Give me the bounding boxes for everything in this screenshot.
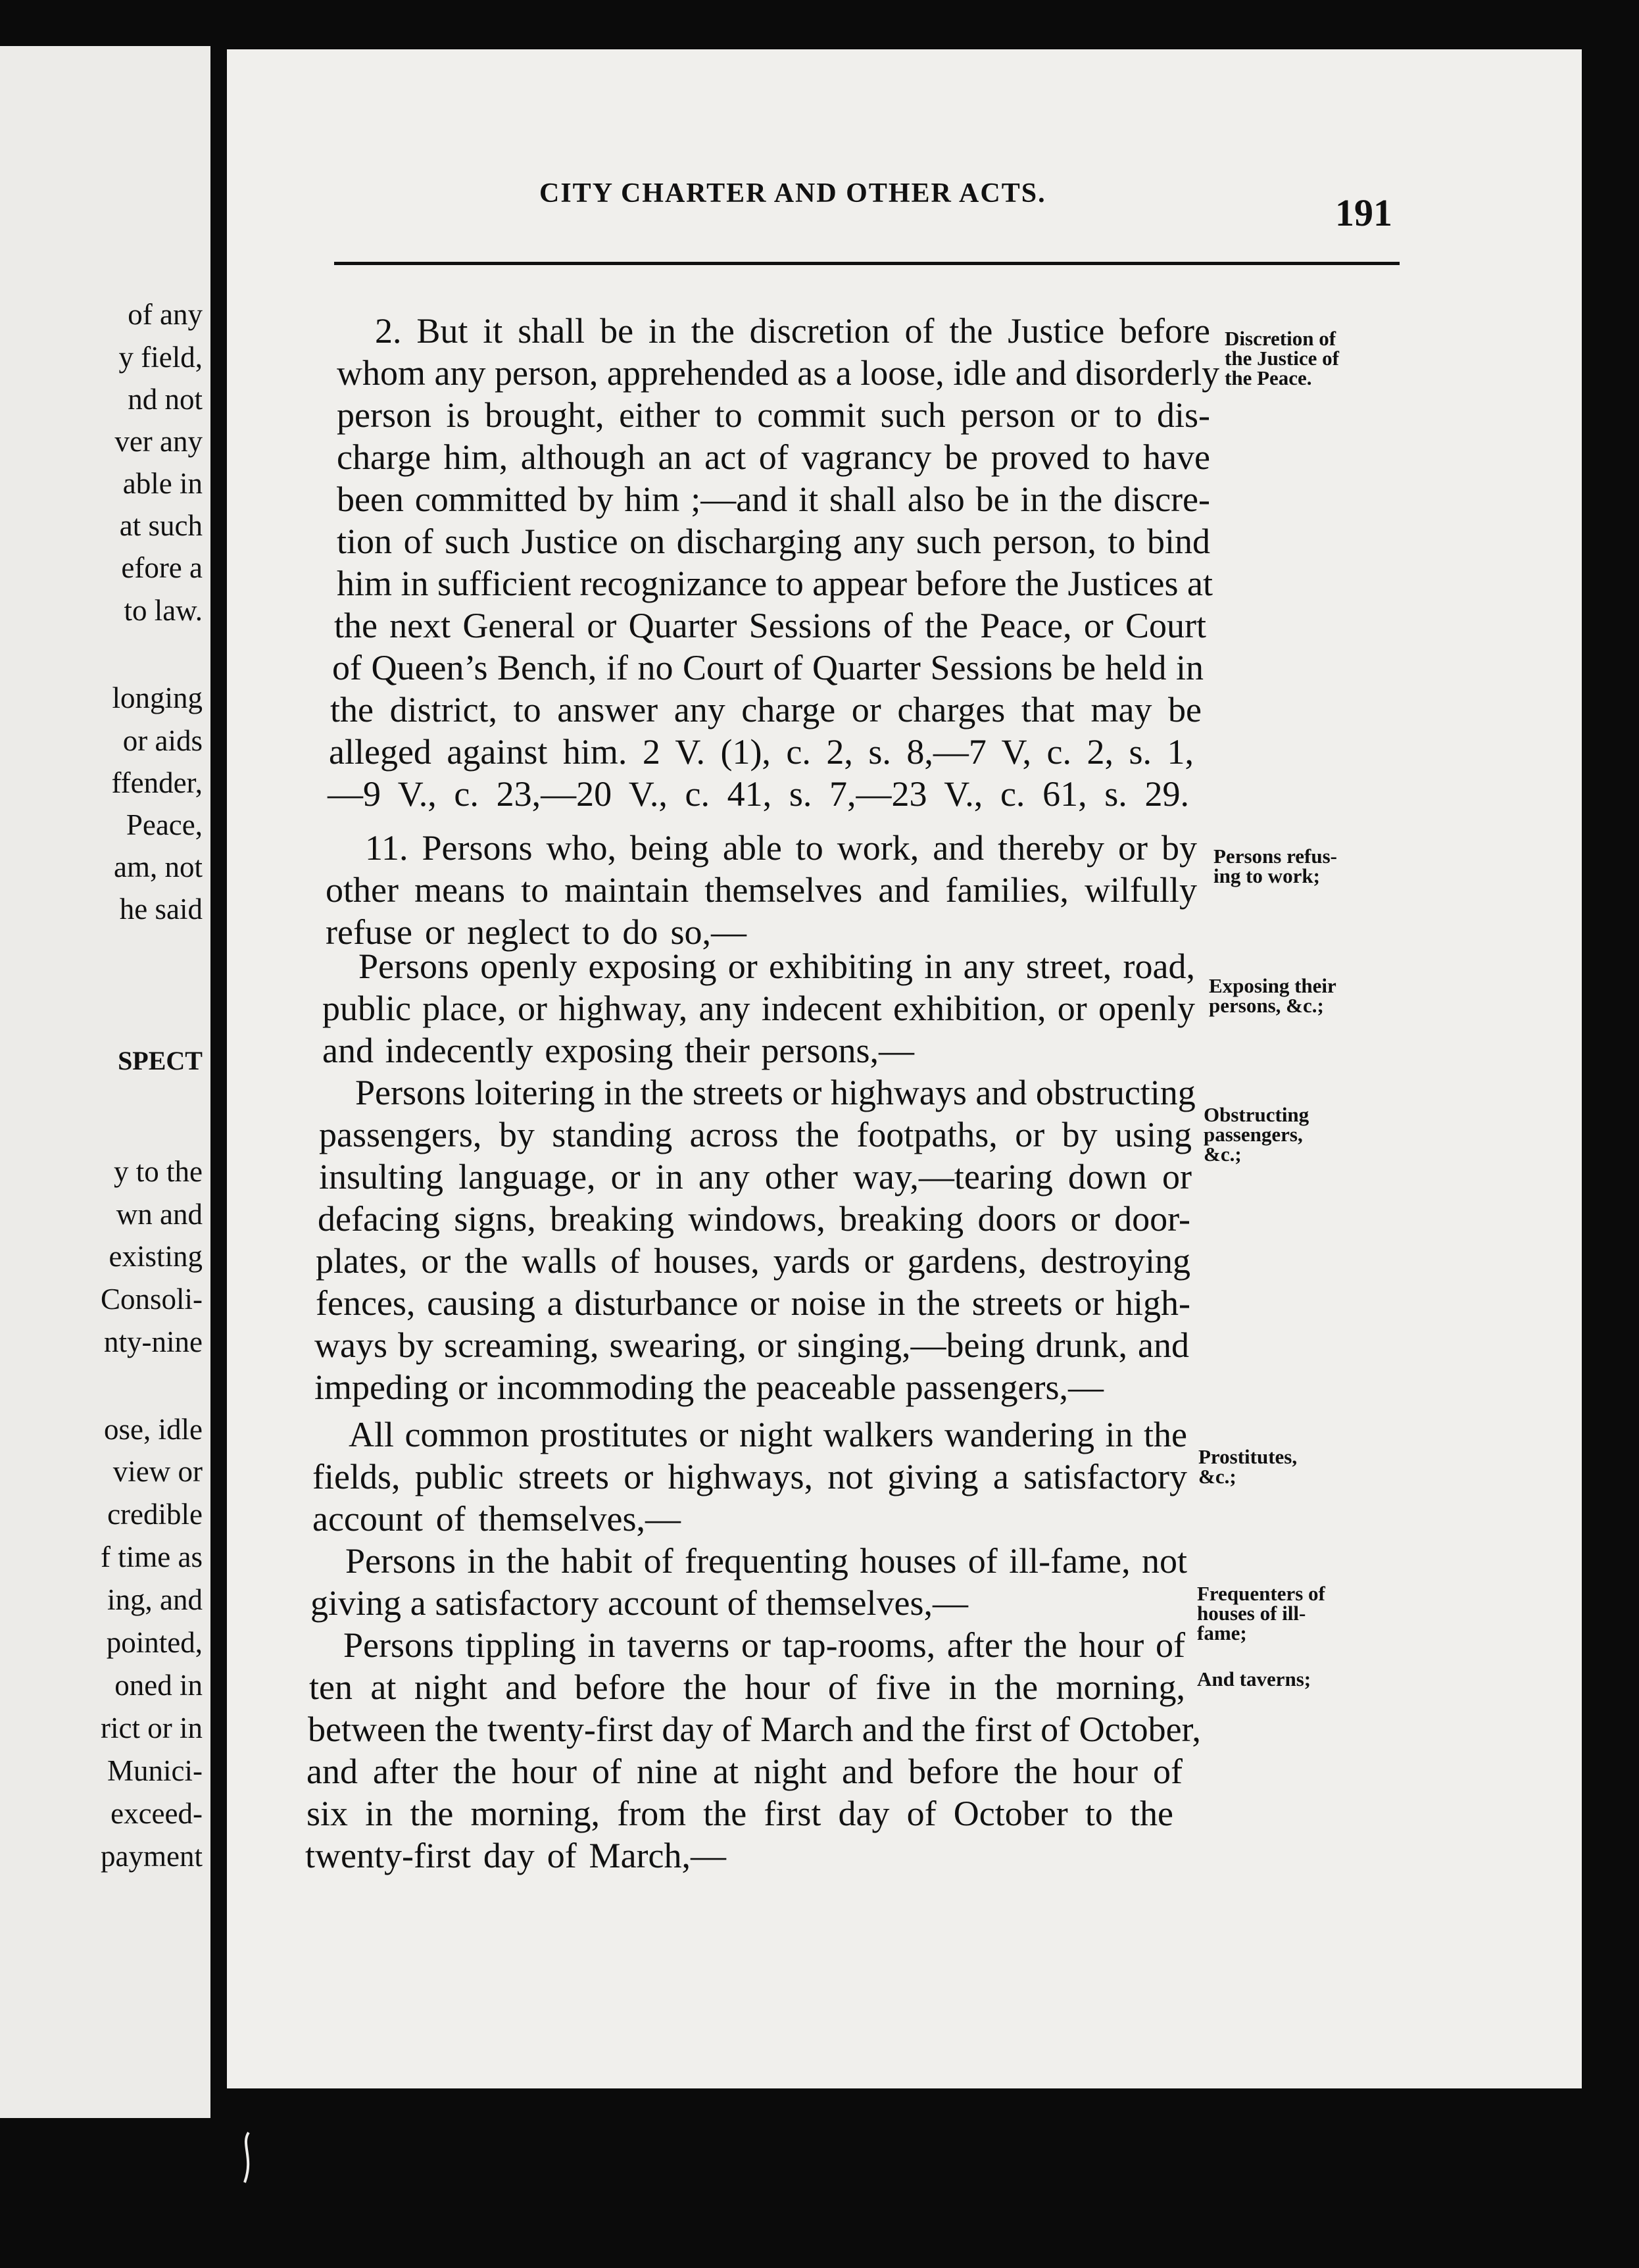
body-line: —9 V., c. 23,—20 V., c. 41, s. 7,—23 V., c. 61, s. 29.	[328, 774, 1189, 814]
facing-page-line: payment	[101, 1840, 203, 1873]
body-line: tion of such Justice on discharging any such person, to bind	[337, 522, 1210, 561]
body-line: person is brought, either to commit such person or to dis-	[337, 395, 1210, 435]
body-line: insulting language, or in any other way,—tearing down or	[319, 1157, 1192, 1196]
facing-page-line: view or	[112, 1455, 203, 1488]
facing-page-line: Consoli-	[100, 1283, 203, 1316]
facing-page-line: at such	[119, 509, 203, 542]
body-line: him in sufficient recognizance to appear before the Justices at	[337, 564, 1213, 603]
margin-note-line: Discretion of	[1225, 327, 1336, 350]
body-line: fences, causing a disturbance or noise in the streets or high-	[316, 1283, 1190, 1323]
margin-note-line: the Peace.	[1225, 366, 1312, 389]
facing-page-line: ffender,	[111, 766, 203, 799]
margin-note-line: houses of ill-	[1197, 1602, 1306, 1625]
body-line: account of themselves,—	[312, 1499, 681, 1539]
facing-page-line: credible	[107, 1498, 203, 1531]
body-line: public place, or highway, any indecent exhibition, or openly	[322, 989, 1195, 1028]
header-rule	[334, 262, 1400, 265]
body-line: between the twenty-first day of March and the first of October,	[308, 1710, 1201, 1749]
margin-note-line: Prostitutes,	[1198, 1445, 1298, 1468]
facing-page-line: exceed-	[110, 1797, 203, 1830]
facing-page-line: of any	[128, 298, 203, 331]
body-line: plates, or the walls of houses, yards or gardens, destroying	[316, 1241, 1190, 1281]
facing-page-line: y field,	[118, 341, 203, 374]
body-line: twenty-first day of March,—	[305, 1836, 726, 1875]
facing-page-fragment	[0, 46, 210, 2118]
body-line: passengers, by standing across the footpaths, or by using	[319, 1115, 1192, 1154]
facing-page-line: SPECT	[118, 1046, 203, 1075]
body-line: alleged against him. 2 V. (1), c. 2, s. 8,—7 V, c. 2, s. 1,	[329, 732, 1194, 772]
facing-page-line: am, not	[114, 851, 203, 883]
facing-page-line: able in	[122, 467, 203, 500]
body-line: Persons tippling in taverns or tap-rooms, after the hour of	[343, 1625, 1185, 1665]
body-line: been committed by him ;—and it shall also be in the discre-	[337, 480, 1210, 519]
margin-note-line: the Justice of	[1225, 347, 1339, 370]
facing-page-line: oned in	[114, 1669, 203, 1702]
margin-note-line: persons, &c.;	[1209, 994, 1324, 1017]
margin-note-line: Obstructing	[1204, 1103, 1309, 1126]
body-line: defacing signs, breaking windows, breaking doors or door-	[318, 1199, 1190, 1239]
body-line: ways by screaming, swearing, or singing,—being drunk, and	[314, 1325, 1189, 1365]
body-line: Persons openly exposing or exhibiting in any street, road,	[358, 947, 1195, 986]
body-line: of Queen’s Bench, if no Court of Quarter Sessions be held in	[332, 648, 1204, 687]
binding-mark-icon	[237, 2131, 257, 2184]
facing-page-line: he said	[119, 893, 203, 925]
facing-page-line: pointed,	[106, 1626, 203, 1659]
facing-page-line: or aids	[122, 724, 203, 757]
facing-page-line: existing	[109, 1240, 203, 1273]
facing-page-line: efore a	[121, 551, 203, 584]
margin-note-line: &c.;	[1198, 1465, 1236, 1488]
facing-page-line: to law.	[124, 594, 203, 627]
facing-page-line: nty-nine	[104, 1325, 203, 1358]
body-line: the district, to answer any charge or charges that may be	[330, 690, 1202, 729]
margin-note-line: fame;	[1197, 1621, 1247, 1644]
page-number: 191	[1335, 191, 1392, 234]
body-line: charge him, although an act of vagrancy be proved to have	[337, 437, 1210, 477]
facing-page-line: Munici-	[107, 1754, 203, 1787]
body-line: six in the morning, from the first day of October to the	[306, 1794, 1173, 1833]
body-line: fields, public streets or highways, not giving a satisfactory	[312, 1457, 1187, 1496]
margin-note-line: And taverns;	[1197, 1667, 1311, 1690]
body-line: and after the hour of nine at night and before the hour of	[306, 1752, 1183, 1791]
body-line: refuse or neglect to do so,—	[326, 912, 746, 952]
margin-note-line: &c.;	[1204, 1143, 1242, 1166]
body-line: and indecently exposing their persons,—	[322, 1031, 914, 1070]
running-head: CITY CHARTER AND OTHER ACTS.	[539, 178, 1046, 209]
body-line: 11. Persons who, being able to work, and thereby or by	[365, 828, 1197, 868]
margin-note-line: Frequenters of	[1197, 1582, 1325, 1605]
body-line: Persons loitering in the streets or highways and obstructing	[355, 1073, 1196, 1112]
body-line: impeding or incommoding the peaceable passengers,—	[314, 1368, 1104, 1407]
facing-page-line: Peace,	[126, 808, 203, 841]
margin-note-line: passengers,	[1204, 1123, 1303, 1146]
facing-page-line: rict or in	[101, 1712, 203, 1744]
facing-page-line: ose, idle	[104, 1413, 203, 1446]
margin-note-line: Persons refus-	[1213, 845, 1337, 868]
body-line: the next General or Quarter Sessions of the Peace, or Court	[334, 606, 1206, 645]
margin-note-line: Exposing their	[1209, 974, 1336, 997]
facing-page-line: ver any	[114, 425, 203, 458]
body-line: whom any person, apprehended as a loose, idle and disorderly	[337, 353, 1220, 393]
facing-page-line: nd not	[128, 383, 203, 416]
facing-page-line: f time as	[101, 1541, 203, 1573]
facing-page-line: wn and	[116, 1198, 203, 1231]
body-line: other means to maintain themselves and families, wilfully	[326, 870, 1197, 910]
body-line: giving a satisfactory account of themselves,—	[310, 1583, 968, 1623]
margin-note-line: ing to work;	[1213, 864, 1320, 887]
facing-page-line: ing, and	[107, 1583, 203, 1616]
body-line: ten at night and before the hour of five in the morning,	[309, 1667, 1185, 1707]
body-line: All common prostitutes or night walkers wandering in the	[349, 1415, 1187, 1454]
facing-page-line: y to the	[114, 1155, 203, 1188]
body-line: Persons in the habit of frequenting houses of ill-fame, not	[345, 1541, 1187, 1581]
body-line: 2. But it shall be in the discretion of the Justice before	[375, 311, 1210, 351]
facing-page-line: longing	[112, 681, 203, 714]
